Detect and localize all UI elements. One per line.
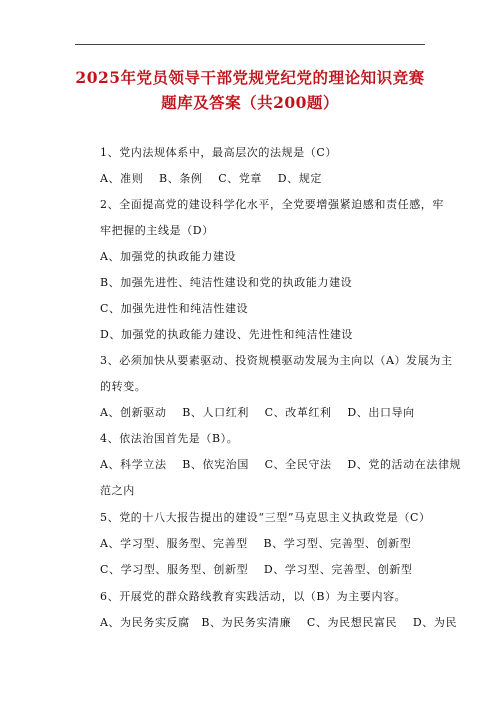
- answer-option-line: B、加强先进性、纯洁性建设和党的执政能力建设: [100, 276, 353, 289]
- question-line: 2、全面提高党的建设科学化水平，全党要增强紧迫感和责任感，牢: [100, 198, 444, 211]
- header-rule: [75, 44, 425, 45]
- document-title-line-2: 题库及答案（共200题）: [161, 93, 339, 112]
- answer-options-line: A、创新驱动 B、人口红利 C、改革红利 D、出口导向: [100, 406, 415, 419]
- answer-option-line: C、加强先进性和纯洁性建设: [100, 302, 249, 315]
- question-line: 4、依法治国首先是（B）。: [100, 432, 239, 445]
- question-line: 6、开展党的群众路线教育实践活动，以（B）为主要内容。: [100, 590, 407, 603]
- answer-options-line: C、学习型、服务型、创新型 D、学习型、完善型、创新型: [100, 563, 413, 576]
- answer-option-line: D、加强党的执政能力建设、先进性和纯洁性建设: [100, 328, 354, 341]
- answer-option-line: A、加强党的执政能力建设: [100, 250, 237, 263]
- question-line: 3、必须加快从要素驱动、投资规模驱动发展为主向以（A）发展为主: [100, 354, 453, 367]
- answer-options-line: A、准则 B、条例 C、党章 D、规定: [100, 172, 322, 185]
- answer-options-line: A、科学立法 B、依宪治国 C、全民守法 D、党的活动在法律规: [100, 458, 462, 471]
- question-line-continued: 的转变。: [100, 380, 147, 393]
- answer-options-line: A、学习型、服务型、完善型 B、学习型、完善型、创新型: [100, 537, 412, 550]
- question-line: 5、党的十八大报告提出的建设“三型”马克思主义执政党是（C）: [100, 511, 431, 524]
- question-line: 1、党内法规体系中，最高层次的法规是（C）: [100, 146, 338, 159]
- document-title-line-1: 2025年党员领导干部党规党纪党的理论知识竞赛: [75, 68, 425, 87]
- answer-options-line: A、为民务实反腐 B、为民务实清廉 C、为民想民富民 D、为民: [100, 616, 458, 629]
- question-line-continued: 牢把握的主线是（D）: [100, 224, 214, 237]
- answer-options-line-continued: 范之内: [100, 484, 135, 497]
